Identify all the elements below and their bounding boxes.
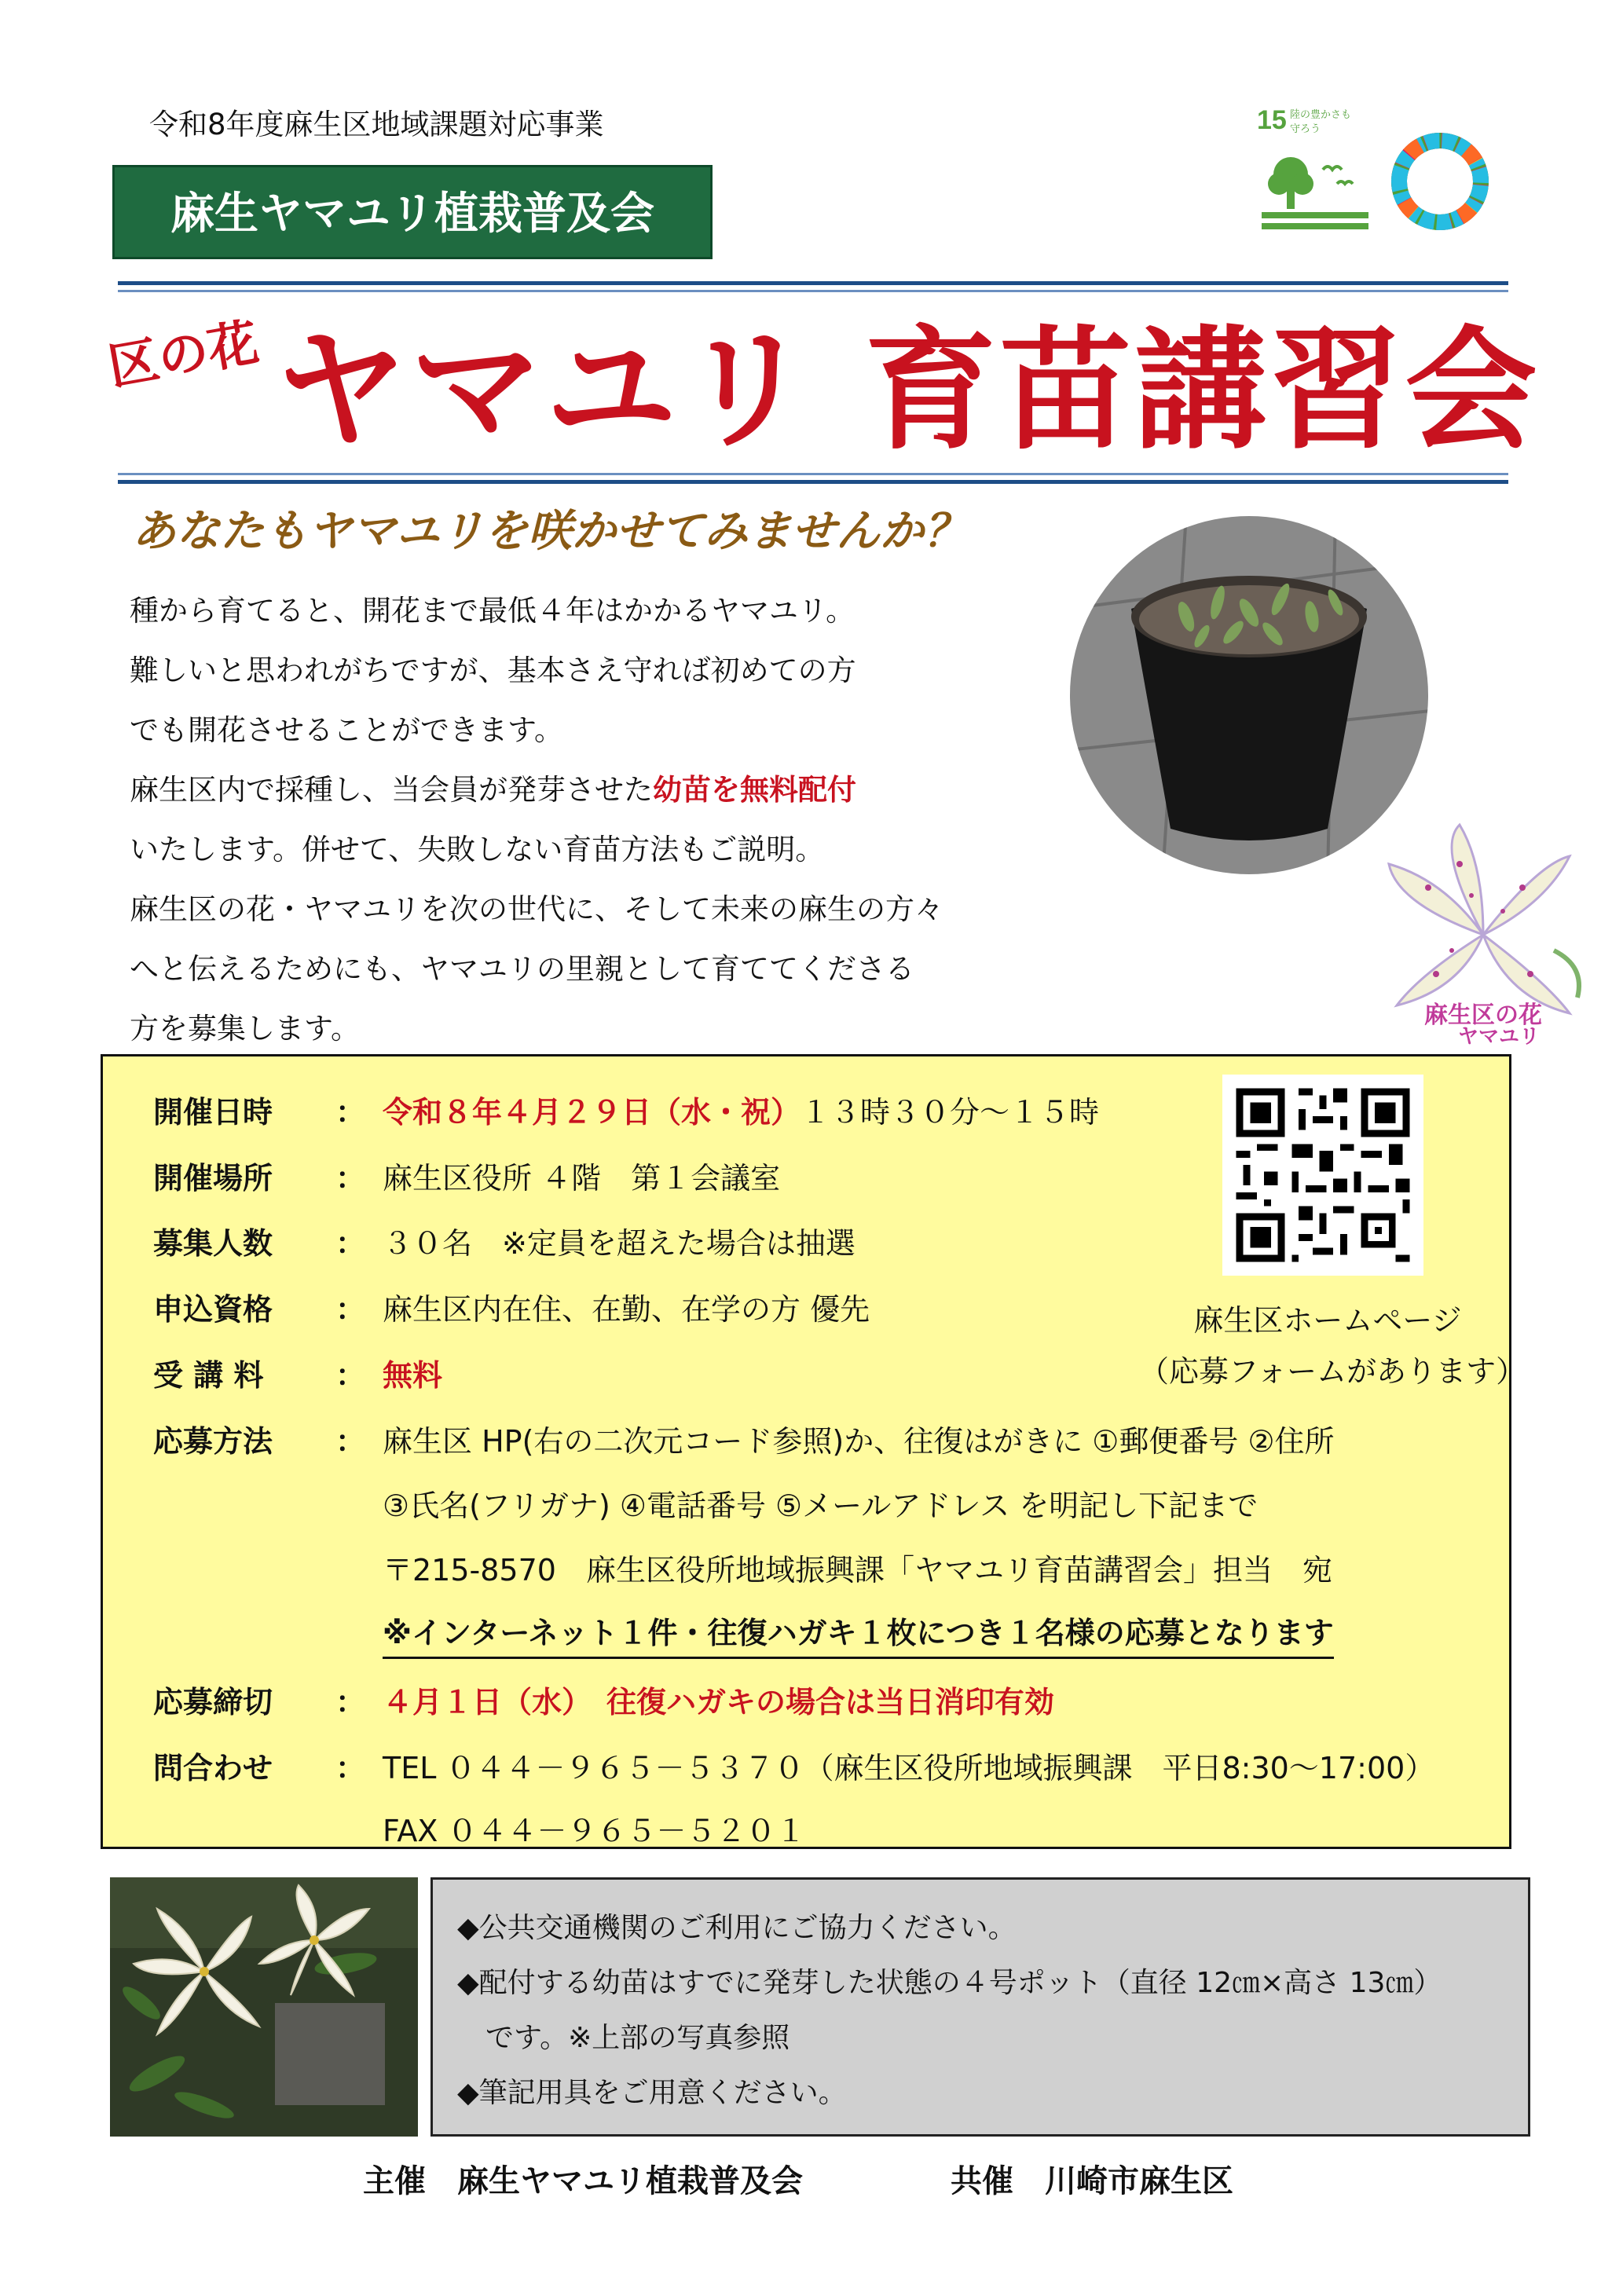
apply-line: 麻生区 HP(右の二次元コード参照)か、往復はがきに ①郵便番号 ②住所 [383,1424,1335,1459]
time-value: １３時３０分～１５時 [801,1095,1100,1130]
apply-label: 応募方法 [153,1424,273,1459]
notice-item: ◆筆記用具をご用意ください。 [457,2077,847,2109]
fee-value: 無料 [383,1358,443,1393]
free-seedling-highlight: 幼苗を無料配付 [653,773,856,807]
intro-line: いたします。併せて、失敗しない育苗方法もご説明。 [130,833,825,866]
eligibility-value: 麻生区内在住、在勤、在学の方 優先 [383,1292,870,1327]
sdg-text-1: 陸の豊かさも [1290,109,1352,121]
apply-line: ③氏名(フリガナ) ④電話番号 ⑤メールアドレス を明記し下記まで [383,1489,1258,1523]
tel-value: TEL ０４４－９６５－５３７０（麻生区役所地域振興課 平日8:30～17:00） [383,1751,1435,1785]
project-subtitle: 令和8年度麻生区地域課題対応事業 [149,108,604,141]
main-title: ヤマユリ 育苗講習会 [275,313,1541,467]
logo-text-1: 麻生区の花 [1424,1002,1542,1029]
footer-cohost: 共催 川崎市麻生区 [951,2163,1233,2199]
tagline: あなたもヤマユリを咲かせてみませんか？ [132,506,968,557]
sdg-wheel-icon [1390,132,1489,231]
footer-host: 主催 麻生ヤマユリ植栽普及会 [363,2163,803,2199]
date-highlight: 令和８年４月２９日（水・祝） [383,1095,801,1130]
colon: ： [335,1226,366,1261]
intro-line [130,760,994,820]
intro-line: へと伝えるためにも、ヤマユリの里親として育ててくださる [130,952,914,986]
colon: ： [335,1292,366,1327]
sdg-text-2: 守ろう [1290,123,1321,135]
deadline-label: 応募締切 [153,1685,273,1719]
colon: ： [335,1751,366,1785]
logo-text-2: ヤマユリ [1457,1025,1541,1045]
intro-line: 麻生区の花・ヤマユリを次の世代に、そして未来の麻生の方々 [130,892,943,926]
intro-line: 種から育てると、開花まで最低４年はかかるヤマユリ。 [130,594,855,628]
capacity-label: 募集人数 [153,1226,273,1261]
sdg15-icon [1255,102,1372,236]
colon: ： [335,1095,366,1130]
intro-line-text: 麻生区内で採種し、当会員が発芽させた [130,773,653,807]
bottom-divider [118,473,1508,484]
intro-line: 難しいと思われがちですが、基本さえ守れば初めての方 [130,654,856,687]
qr-caption: 麻生区ホームページ [1193,1303,1462,1338]
qr-caption-sub: （応募フォームがあります） [1139,1354,1526,1389]
top-divider [118,281,1508,292]
capacity-value: ３０名 ※定員を超えた場合は抽選 [383,1226,855,1261]
fee-label: 受 講 料 [153,1358,264,1393]
sdg-number: 15 [1257,105,1287,135]
contact-label: 問合わせ [153,1751,273,1785]
fax-value: FAX ０４４－９６５－５２０１ [383,1814,806,1848]
intro-text [130,581,994,1059]
intro-line: でも開花させることができます。 [130,713,564,747]
colon: ： [335,1161,366,1196]
deadline-value: ４月１日（水） 往復ハガキの場合は当日消印有効 [383,1685,1055,1719]
colon: ： [335,1424,366,1459]
ward-flower-label: 区の花 [104,313,263,397]
apply-note: ※インターネット１件・往復ハガキ１枚につき１名様の応募となります [383,1609,1334,1659]
venue-label: 開催場所 [153,1161,273,1196]
eligibility-label: 申込資格 [153,1292,273,1327]
apply-address: 〒215-8570 麻生区役所地域振興課「ヤマユリ育苗講習会」担当 宛 [383,1553,1332,1587]
organization-banner: 麻生ヤマユリ植栽普及会 [112,165,713,259]
notice-list [457,1901,1442,2121]
notice-item: ◆公共交通機関のご利用にご協力ください。 [457,1912,1017,1944]
asao-lily-logo [1373,817,1593,1045]
venue-value: 麻生区役所 ４階 第１会議室 [383,1161,781,1196]
notice-item: です。※上部の写真参照 [457,2022,790,2054]
qr-code[interactable] [1222,1075,1423,1276]
date-value [383,1088,1099,1131]
colon: ： [335,1358,366,1393]
notice-item: ◆配付する幼苗はすでに発芽した状態の４号ポット（直径 12㎝×高さ 13㎝） [457,1967,1442,1999]
colon: ： [335,1685,366,1719]
date-label: 開催日時 [153,1095,273,1130]
intro-line: 方を募集します。 [130,1012,361,1045]
yamayuri-flower-photo [110,1877,418,2137]
